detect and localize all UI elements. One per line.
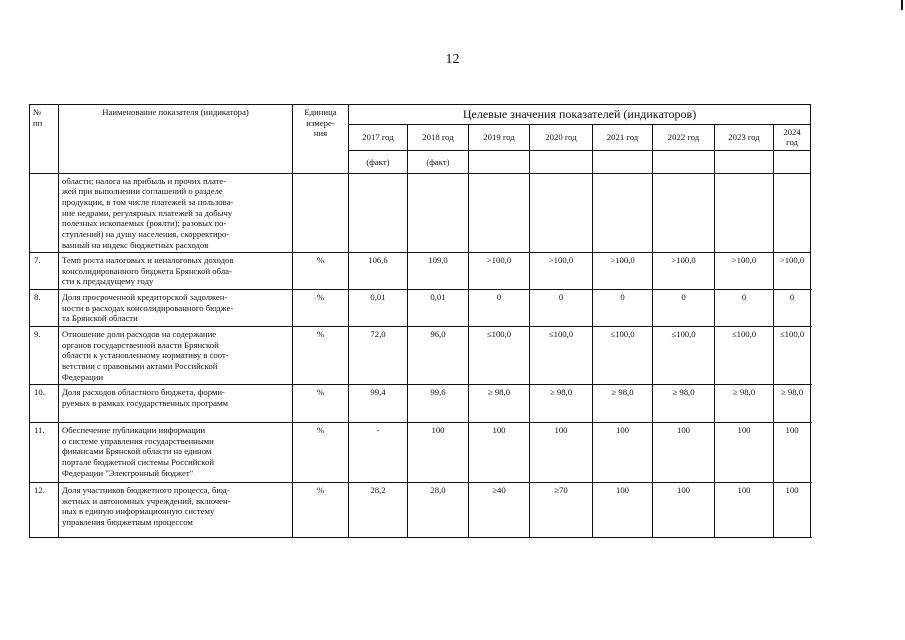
cell-value: 100 (653, 483, 715, 538)
cell-value: ≥ 98,0 (593, 385, 653, 423)
header-empty (715, 150, 774, 173)
cell-value: ≤100,0 (715, 327, 774, 385)
cell-unit (293, 173, 349, 252)
header-year: 2021 год (593, 124, 653, 150)
table-row (30, 327, 811, 385)
header-num: № пп (30, 105, 59, 174)
cell-value: 100 (593, 483, 653, 538)
cell-num: 9. (30, 327, 59, 385)
header-year: 2022 год (653, 124, 715, 150)
table-row (30, 290, 811, 327)
cell-unit: % (293, 253, 349, 290)
header-year: 2023 год (715, 124, 774, 150)
cell-value (715, 173, 774, 252)
cell-value: ≥40 (469, 483, 530, 538)
cell-value: ≤100,0 (469, 327, 530, 385)
header-year: 2020 год (530, 124, 593, 150)
cell-value: >100,0 (593, 253, 653, 290)
cell-value: 28,0 (408, 483, 469, 538)
cell-value: ≥ 98,0 (653, 385, 715, 423)
indicators-table (29, 104, 811, 538)
header-year: 2019 год (469, 124, 530, 150)
cell-value: 106,6 (349, 253, 408, 290)
cell-name: Темп роста налоговых и неналоговых доходов консолидированного бюджета Брянской обла- сти к предыдущему году (59, 253, 293, 290)
cell-value: 99,6 (408, 385, 469, 423)
header-year: 2024 год (774, 124, 811, 150)
cell-value: 100 (530, 423, 593, 483)
cell-unit: % (293, 385, 349, 423)
table-row (30, 483, 811, 538)
cell-value (593, 173, 653, 252)
cell-name: Доля просроченной кредиторской задолжен- ности в расходах консолидированного бюдже- та Брянской области (59, 290, 293, 327)
cell-value: 96,0 (408, 327, 469, 385)
cell-value: >100,0 (653, 253, 715, 290)
cell-value: 28,2 (349, 483, 408, 538)
cell-value: 0 (530, 290, 593, 327)
cell-value: ≤100,0 (530, 327, 593, 385)
cell-value: ≥ 98,0 (530, 385, 593, 423)
page-number: 12 (445, 52, 460, 67)
cell-num: 7. (30, 253, 59, 290)
cell-value (469, 173, 530, 252)
header-name: Наименование показателя (индикатора) (59, 105, 293, 174)
cell-value: 100 (715, 423, 774, 483)
cell-unit: % (293, 423, 349, 483)
cell-unit: % (293, 483, 349, 538)
cell-value: 0 (715, 290, 774, 327)
cell-value: ≥ 98,0 (469, 385, 530, 423)
header-unit: Единица измере- ния (293, 105, 349, 174)
cell-value: ≤100,0 (774, 327, 811, 385)
cell-value: ≥ 98,0 (715, 385, 774, 423)
cell-value: 100 (774, 483, 811, 538)
cell-unit: % (293, 327, 349, 385)
header-year: 2017 год (349, 124, 408, 150)
cell-value: 100 (593, 423, 653, 483)
cell-num: 12. (30, 483, 59, 538)
cell-value: 100 (715, 483, 774, 538)
cell-value: >100,0 (469, 253, 530, 290)
cell-name: Отношение доли расходов на содержание органов государственной власти Брянской области к установленному нормативу в соот- ветствии с правовыми актами Российской Федерации (59, 327, 293, 385)
cell-name: Доля расходов областного бюджета, форми- руемых в рамках государственных программ (59, 385, 293, 423)
cell-value: 0,01 (349, 290, 408, 327)
cell-value: 100 (469, 423, 530, 483)
cell-value: 0 (469, 290, 530, 327)
cell-value: 0,01 (408, 290, 469, 327)
cell-value: >100,0 (530, 253, 593, 290)
header-empty (593, 150, 653, 173)
cell-value (774, 173, 811, 252)
cell-value (408, 173, 469, 252)
cell-value: ≥70 (530, 483, 593, 538)
cell-value (653, 173, 715, 252)
cell-value: 109,0 (408, 253, 469, 290)
cell-name: Обеспечение публикации информации о системе управления государственными финансами Брянской области на едином портале бюджетной системы Российской Федерации "Электронный бюджет" (59, 423, 293, 483)
table-row (30, 385, 811, 423)
cell-value: - (349, 423, 408, 483)
header-empty (774, 150, 811, 173)
cell-value: ≥ 98,0 (774, 385, 811, 423)
header-targets: Целевые значения показателей (индикаторов) (349, 105, 811, 125)
header-empty (530, 150, 593, 173)
cell-num (30, 173, 59, 252)
cell-num: 10. (30, 385, 59, 423)
header-empty (653, 150, 715, 173)
cell-value: 100 (408, 423, 469, 483)
cell-value: 0 (593, 290, 653, 327)
cell-value: >100,0 (774, 253, 811, 290)
cell-value: 99,4 (349, 385, 408, 423)
cell-unit: % (293, 290, 349, 327)
cell-value: 0 (774, 290, 811, 327)
table-row (30, 423, 811, 483)
table-row-continuation (30, 173, 811, 252)
cell-value: 100 (774, 423, 811, 483)
cell-num: 11. (30, 423, 59, 483)
cell-value: 72,0 (349, 327, 408, 385)
cell-value: >100,0 (715, 253, 774, 290)
cell-value: 0 (653, 290, 715, 327)
cell-value (530, 173, 593, 252)
table-row (30, 253, 811, 290)
cell-num: 8. (30, 290, 59, 327)
header-empty (469, 150, 530, 173)
header-fact: (факт) (349, 150, 408, 173)
cell-value: ≤100,0 (593, 327, 653, 385)
cell-name: Доля участников бюджетного процесса, бюд- жетных и автономных учреждений, включен- ных в единую информационную систему управления бюджетным процессом (59, 483, 293, 538)
cell-name: области; налога на прибыль и прочих плате- жей при выполнении соглашений о разделе продукции, в том числе платежей за пользова- ние недрами, регулярных платежей за добычу полезных ископаемых (роялти); разовых по- ступлений) на душу населения, скорректиро- ванный на индекс бюджетных расходов (59, 173, 293, 252)
corner-mark (901, 0, 903, 10)
cell-value (349, 173, 408, 252)
header-year: 2018 год (408, 124, 469, 150)
cell-value: ≤100,0 (653, 327, 715, 385)
cell-value: 100 (653, 423, 715, 483)
header-fact: (факт) (408, 150, 469, 173)
